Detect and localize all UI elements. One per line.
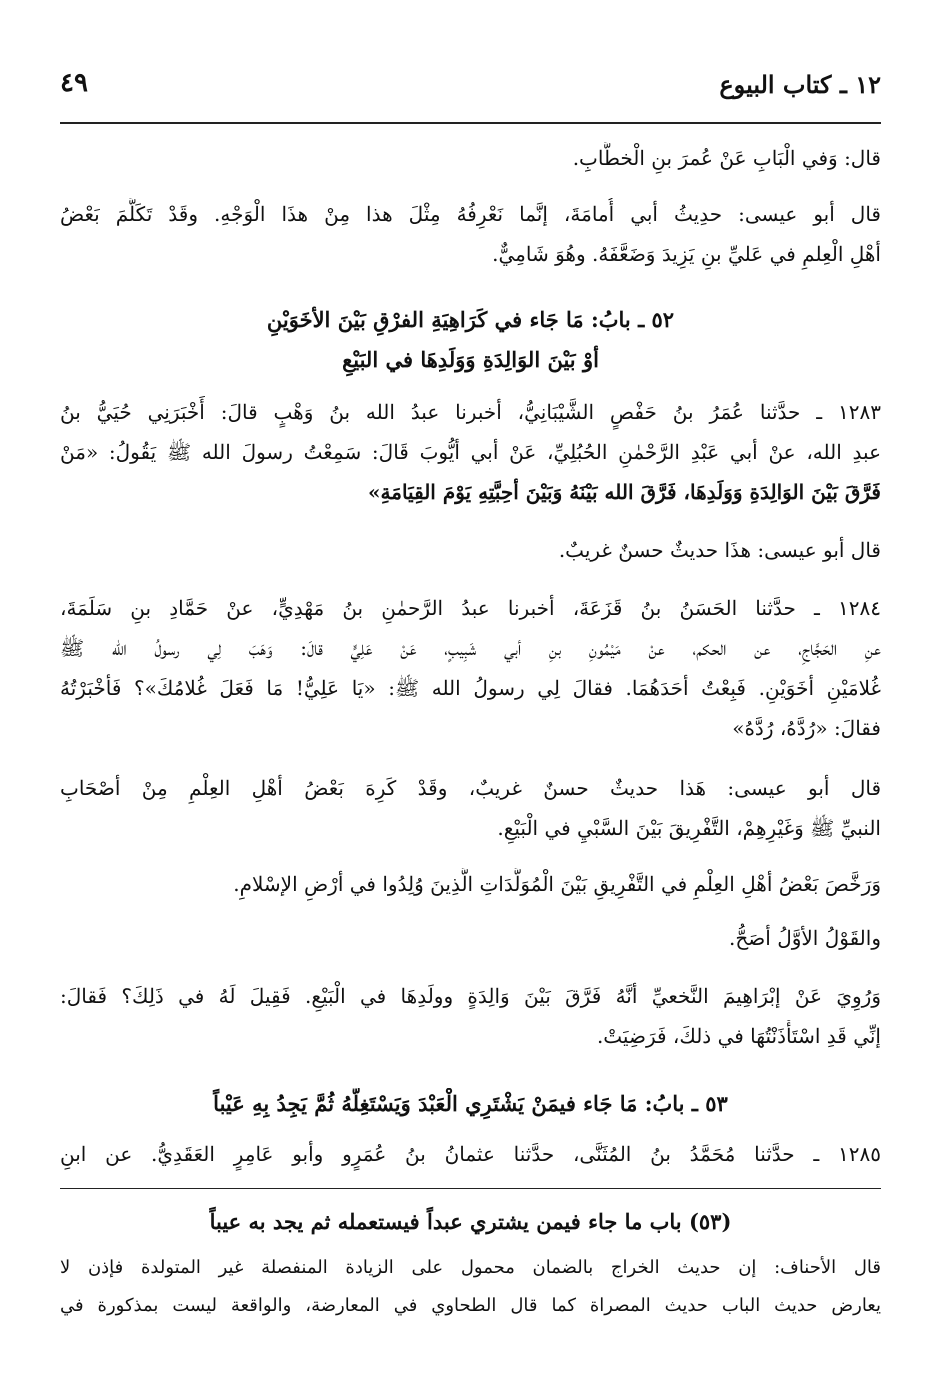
section-heading: ٥٣ ـ بابُ: مَا جَاء فيمَنْ يَشْتَرِي الْعَبْدَ وَيَسْتَغِلُّهُ ثُمَّ يَجِدُ بِهِ عَيْباً [213,1091,728,1116]
body-line: قال أبو عيسى: هذَا حديثٌ حسنٌ غريبٌ. [558,538,881,562]
body-line: غُلامَيْنِ أخَوَيْنِ. فَبِعْتُ أحَدَهُمَا. فقالَ لِي رسولُ الله ﷺ: «يَا عَلِيُّ! مَا فَعَلَ غُلامُكَ»؟ فَأخْبَرْتُهُ [60,676,881,700]
body-line: عنِ الحَجَّاجِ، عن الحكم، عنْ مَيْمُونِ بنِ أبي شَبِيبٍ، عَنْ عَلِيٍّ قالَ: وَهَبَ لِي رسولُ الله ﷺ [60,636,881,660]
footnote-rule [60,1188,881,1189]
body-line: قال: وَفي الْبَابِ عَنْ عُمرَ بنِ الْخطَّابِ. [572,146,881,170]
page-number: ٤٩ [60,68,88,98]
chapter-title: ١٢ ـ كتاب البيوع [719,70,881,99]
page-header [60,64,881,124]
body-line: عبدِ الله، عنْ أبي عَبْدِ الرَّحْمٰنِ الحُبُلِيِّ، عَنْ أبي أيُّوبَ قَالَ: سَمِعْتُ رسولَ الله ﷺ يَقُولُ: «مَنْ [60,440,881,464]
section-heading: أوْ بَيْنَ الوَالِدَةِ وَوَلَدِهَا في البَيْعِ [342,347,599,372]
body-line: ١٢٨٥ ـ حدَّثنا مُحَمَّدُ بنُ المُثَنَّى، حدَّثنا عثمانُ بنُ عُمَرٍو وأبو عَامِرٍ العَقَدِيُّ. عن ابنِ [60,1142,881,1166]
footnote-line: يعارض حديث الباب حديث المصراة كما قال الطحاوي في المعارضة، والواقعة ليست بمذكورة في [60,1295,881,1316]
body-line: ١٢٨٣ ـ حدَّثنا عُمَرُ بنُ حَفْصٍ الشَّيْبَانِيُّ، أخبرنا عبدُ الله بنُ وَهْبٍ قالَ: أَخْبَرَنِي حُيَيُّ بنُ [60,400,881,424]
body-line: قال أبو عيسى: حدِيثُ أبي أُمامَةَ، إنَّما نَعْرِفُهُ مِثْلَ هذا مِنْ هذَا الْوَجْهِ. وقَدْ تَكَلَّمَ بَعْضُ [60,202,881,226]
body-line: فَرَّقَ بَيْنَ الوَالِدَةِ وَوَلَدِهَا، فَرَّقَ الله بَيْنَهُ وَبَيْنَ أحِبَّتِهِ يَوْمَ القِيَامَةِ» [368,480,881,504]
body-line: قال أبو عيسى: هَذا حديثٌ حسنٌ غريبٌ، وقَدْ كَرِهَ بَعْضُ أهْلِ العِلْمِ مِنْ أصْحَابِ [60,776,881,800]
body-line: وَرَخَّصَ بَعْضُ أهْلِ العِلْمِ في التَّفْرِيقِ بَيْنَ الْمُوَلَّدَاتِ الَّذِينَ وُلِدُوا في أرْضِ الإسْلامِ. [233,872,881,896]
footnote-heading: (٥٣) باب ما جاء فيمن يشتري عبداً فيستعمله ثم يجد به عيباً [209,1209,732,1234]
footnote-line: قال الأحناف: إن حديث الخراج بالضمان محمول على الزيادة المنفصلة غير المتولدة فإذن لا [60,1257,881,1278]
body-line: النبيِّ ﷺ وَغَيْرِهِمْ، التَّفْرِيقَ بَيْنَ السَّبْيِ في الْبَيْعِ. [497,816,881,840]
body-line: وَرُوِيَ عَنْ إبْرَاهِيمَ النَّخعيِّ أنَّهُ فَرَّقَ بَيْنَ وَالِدَةٍ وولَدِهَا في الْبَيْعِ. فَقِيلَ لَهُ في ذَلِكَ؟ فَقالَ: [60,984,881,1008]
body-line: إنِّي قَدِ اسْتَأْذَنْتُهَا في ذلكَ، فَرَضِيَتْ. [596,1024,881,1048]
body-line: ١٢٨٤ ـ حدَّثنا الحَسَنُ بنُ قَزَعَةَ، أخبرنا عبدُ الرَّحمٰنِ بنُ مَهْدِيٍّ، عنْ حَمَّادِ بنِ سَلَمَةَ، [60,596,881,620]
body-line: والقَوْلُ الأوَّلُ أصَحُّ. [729,926,881,950]
body-line: فقالَ: «رُدَّهُ، رُدَّهُ» [732,716,881,740]
section-heading: ٥٢ ـ بابُ: مَا جَاء في كَرَاهِيَةِ الفرْقِ بَيْنَ الأخَوَيْنِ [266,307,675,332]
header-rule [60,122,881,124]
body-line: أهْلِ الْعِلمِ في عَليِّ بنِ يَزِيدَ وَضَعَّفَهُ. وهُوَ شَامِيٌّ. [492,242,881,266]
